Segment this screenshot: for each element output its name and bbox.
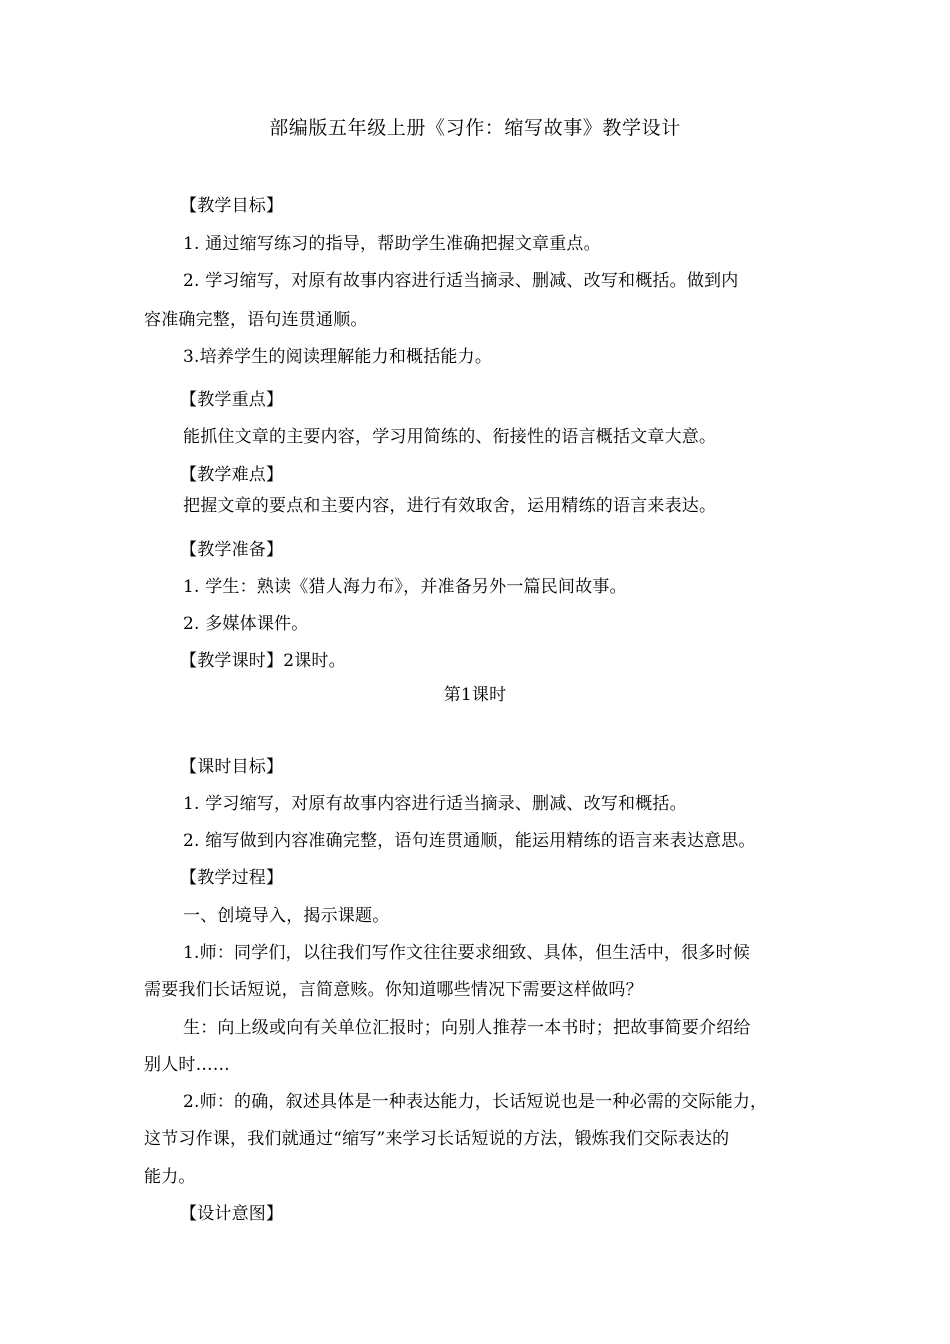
student-line-cont: 别人时…… (144, 1055, 230, 1075)
teaching-difficulty-text: 把握文章的要点和主要内容，进行有效取舍，运用精练的语言来表达。 (183, 496, 717, 516)
page-title: 部编版五年级上册《习作：缩写故事》教学设计 (269, 117, 681, 139)
teacher-line-2-end: 能力。 (144, 1167, 196, 1187)
goal-item-2: 2. 学习缩写，对原有故事内容进行适当摘录、删减、改写和概括。做到内 (183, 271, 739, 291)
heading-teaching-focus: 【教学重点】 (180, 390, 284, 410)
teacher-line-1: 1.师：同学们，以往我们写作文往往要求细致、具体，但生活中，很多时候 (183, 943, 751, 963)
lesson-goal-1: 1. 学习缩写，对原有故事内容进行适当摘录、删减、改写和概括。 (183, 794, 687, 814)
heading-teaching-prep: 【教学准备】 (180, 540, 284, 560)
lesson-heading: 第1课时 (443, 685, 507, 705)
heading-teaching-process: 【教学过程】 (180, 868, 284, 888)
heading-teaching-goals: 【教学目标】 (180, 196, 284, 216)
goal-item-3: 3.培养学生的阅读理解能力和概括能力。 (183, 347, 493, 367)
student-line: 生：向上级或向有关单位汇报时；向别人推荐一本书时；把故事简要介绍给 (183, 1018, 751, 1038)
teaching-focus-text: 能抓住文章的主要内容，学习用简练的、衔接性的语言概括文章大意。 (183, 427, 717, 447)
teacher-line-2-cont: 这节习作课，我们就通过“缩写”来学习长话短说的方法，锻炼我们交际表达的 (144, 1129, 730, 1149)
heading-design-intent: 【设计意图】 (180, 1204, 284, 1224)
lesson-goal-2: 2. 缩写做到内容准确完整，语句连贯通顺，能运用精练的语言来表达意思。 (183, 831, 756, 851)
teacher-line-1-cont: 需要我们长话短说，言简意赅。你知道哪些情况下需要这样做吗？ (144, 980, 643, 1000)
heading-teaching-difficulty: 【教学难点】 (180, 465, 284, 485)
prep-item-1: 1. 学生：熟读《猎人海力布》，并准备另外一篇民间故事。 (183, 577, 627, 597)
heading-lesson-goals: 【课时目标】 (180, 757, 284, 777)
process-step-1: 一、创境导入，揭示课题。 (183, 906, 390, 926)
teaching-periods: 【教学课时】2课时。 (180, 651, 346, 671)
prep-item-2: 2. 多媒体课件。 (183, 614, 309, 634)
teacher-line-2: 2.师：的确，叙述具体是一种表达能力，长话短说也是一种必需的交际能力， (183, 1092, 768, 1112)
goal-item-1: 1. 通过缩写练习的指导，帮助学生准确把握文章重点。 (183, 234, 601, 254)
goal-item-2-cont: 容准确完整，语句连贯通顺。 (144, 310, 368, 330)
